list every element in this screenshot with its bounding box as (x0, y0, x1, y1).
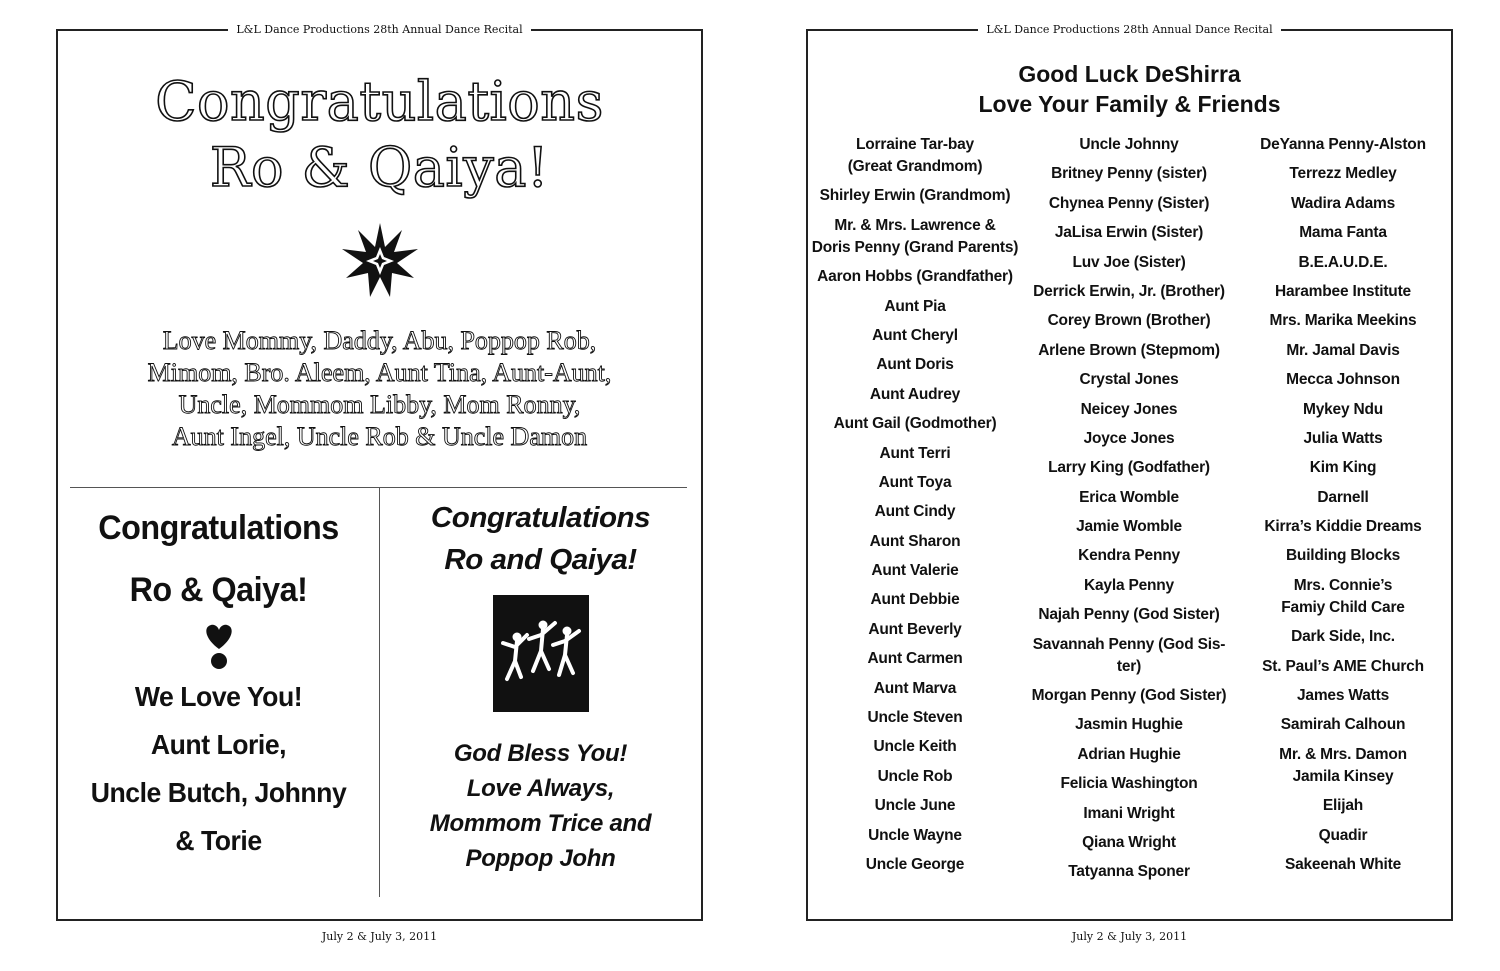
name-entry (1022, 634, 1236, 678)
name-entry (1236, 134, 1450, 156)
name-line: Uncle Wayne (868, 826, 962, 844)
name-entry (808, 560, 1022, 582)
header-text: L&L Dance Productions 28th Annual Dance Recital (978, 23, 1280, 36)
name-entry (808, 384, 1022, 406)
name-entry (1236, 369, 1450, 391)
name-entry (808, 707, 1022, 729)
name-line: Aunt Valerie (871, 562, 959, 580)
name-entry (1022, 832, 1236, 854)
header-text: L&L Dance Productions 28th Annual Dance Recital (228, 23, 530, 36)
dancers-image (493, 595, 589, 712)
name-entry (1022, 575, 1236, 597)
name-entry (1022, 222, 1236, 244)
name-line: Kim King (1309, 459, 1377, 477)
name-entry (808, 825, 1022, 847)
name-entry (1236, 281, 1450, 303)
name-entry (808, 531, 1022, 553)
name-line: ter) (1116, 657, 1142, 675)
name-entry (1236, 457, 1450, 479)
ad-body-line: Mommom Trice and (429, 810, 652, 837)
name-line: Aunt Cheryl (872, 326, 958, 344)
love-line: Love Mommy, Daddy, Abu, Poppop Rob, (162, 326, 597, 355)
name-entry (808, 325, 1022, 347)
name-line: Uncle Keith (873, 738, 957, 756)
love-message (58, 325, 701, 453)
name-entry (1022, 861, 1236, 883)
name-entry (808, 619, 1022, 641)
name-entry (1022, 457, 1236, 479)
ad-title-line: Congratulations (98, 509, 339, 547)
name-entry (1022, 545, 1236, 567)
name-entry (1236, 340, 1450, 362)
name-line: Aunt Sharon (869, 532, 961, 550)
name-entry (808, 472, 1022, 494)
name-line: JaLisa Erwin (Sister) (1054, 224, 1204, 242)
name-line: Uncle Steven (867, 709, 963, 727)
name-entry (1022, 803, 1236, 825)
name-entry (808, 296, 1022, 318)
name-entry (1236, 656, 1450, 678)
ad-title-line: Congratulations (430, 502, 651, 534)
name-line: Mecca Johnson (1286, 371, 1400, 389)
name-line: Luv Joe (Sister) (1072, 253, 1186, 271)
name-entry (1022, 193, 1236, 215)
name-line: Aaron Hobbs (Grandfather) (817, 268, 1013, 286)
name-entry (1022, 340, 1236, 362)
name-entry (1236, 685, 1450, 707)
lower-right-ad (380, 497, 701, 876)
name-entry (808, 215, 1022, 259)
name-line: Adrian Hughie (1077, 745, 1181, 763)
name-line: Elijah (1322, 797, 1364, 815)
name-entry (1236, 854, 1450, 876)
name-entry (1022, 163, 1236, 185)
ad-body-line: God Bless You! (453, 740, 628, 767)
ad-body-line: Love Always, (466, 775, 615, 802)
name-line: Jasmin Hughie (1075, 716, 1183, 734)
name-line: Uncle June (874, 797, 956, 815)
name-line: Lorraine Tar-bay (856, 136, 974, 153)
name-line: Darnell (1317, 488, 1369, 506)
name-entry (1236, 487, 1450, 509)
star-ornament-icon (340, 221, 420, 301)
name-entry (808, 501, 1022, 523)
name-entry (808, 413, 1022, 435)
name-entry (1236, 545, 1450, 567)
name-entry (808, 648, 1022, 670)
name-line: Aunt Doris (876, 356, 954, 374)
name-entry (1022, 487, 1236, 509)
name-line: Dark Side, Inc. (1291, 628, 1395, 646)
name-line: (Great Grandmom) (847, 158, 983, 175)
name-entry (1022, 134, 1236, 156)
name-line: Wadira Adams (1290, 194, 1396, 212)
name-line: Aunt Debbie (870, 591, 960, 609)
name-entry (1022, 399, 1236, 421)
page-header (808, 22, 1451, 38)
left-page (56, 23, 703, 943)
name-line: Najah Penny (God Sister) (1038, 606, 1220, 624)
name-line: Kirra’s Kiddie Dreams (1264, 518, 1422, 536)
ad-title-line: Ro & Qaiya! (129, 571, 308, 609)
name-line: Mama Fanta (1299, 224, 1387, 242)
name-line: Aunt Gail (Godmother) (833, 415, 997, 433)
name-line: Famiy Child Care (1281, 598, 1405, 616)
name-entry (808, 443, 1022, 465)
names-column-1 (808, 134, 1022, 883)
name-line: Felicia Washington (1060, 775, 1198, 793)
name-entry (808, 766, 1022, 788)
name-line: Mr. & Mrs. Damon (1279, 745, 1407, 763)
name-entry (1022, 428, 1236, 450)
ad-body-line: Poppop John (465, 845, 616, 872)
name-line: Aunt Toya (878, 473, 952, 491)
name-line: Britney Penny (sister) (1051, 165, 1207, 183)
title-line: Ro & Qaiya! (209, 136, 550, 199)
name-line: Derrick Erwin, Jr. (Brother) (1033, 282, 1225, 300)
right-page (806, 23, 1453, 943)
name-entry (808, 736, 1022, 758)
name-line: Mrs. Connie’s (1293, 576, 1393, 594)
name-line: Erica Womble (1079, 488, 1179, 506)
name-entry (1022, 281, 1236, 303)
name-entry (808, 589, 1022, 611)
name-entry (1022, 714, 1236, 736)
name-entry (1236, 252, 1450, 274)
name-entry (808, 854, 1022, 876)
name-entry (1236, 825, 1450, 847)
name-entry (808, 185, 1022, 207)
name-line: Shirley Erwin (Grandmom) (819, 187, 1011, 205)
name-line: St. Paul’s AME Church (1262, 657, 1424, 675)
name-entry (1022, 310, 1236, 332)
name-line: Tatyanna Sponer (1068, 863, 1190, 881)
ad-body-line: Aunt Lorie, (150, 729, 287, 760)
name-line: Neicey Jones (1080, 400, 1178, 418)
name-line: Doris Penny (Grand Parents) (811, 238, 1019, 256)
name-line: Building Blocks (1285, 547, 1401, 565)
name-line: Aunt Audrey (869, 385, 961, 403)
ad-body-line: & Torie (175, 825, 262, 856)
name-entry (1236, 222, 1450, 244)
name-entry (1236, 399, 1450, 421)
name-entry (1236, 744, 1450, 788)
name-line: Corey Brown (Brother) (1047, 312, 1211, 330)
name-line: Arlene Brown (Stepmom) (1038, 341, 1220, 359)
name-entry (808, 795, 1022, 817)
name-entry (1236, 714, 1450, 736)
love-line: Mimom, Bro. Aleem, Aunt Tina, Aunt-Aunt, (147, 358, 612, 387)
name-line: Mrs. Marika Meekins (1269, 312, 1417, 330)
name-entry (1022, 604, 1236, 626)
name-line: Jamie Womble (1076, 518, 1182, 536)
names-column-3 (1236, 134, 1450, 883)
name-entry (1236, 310, 1450, 332)
name-entry (808, 266, 1022, 288)
heart-ornament-icon (199, 623, 239, 671)
name-entry (1022, 685, 1236, 707)
name-entry (1236, 428, 1450, 450)
name-line: Jamila Kinsey (1292, 767, 1394, 785)
name-entry (1022, 744, 1236, 766)
name-entry (1236, 575, 1450, 619)
name-entry (1236, 516, 1450, 538)
name-entry (1236, 626, 1450, 648)
name-line: Kayla Penny (1084, 576, 1174, 594)
page-footer: July 2 & July 3, 2011 (321, 930, 438, 943)
title-line: Love Your Family & Friends (978, 91, 1281, 117)
name-entry (1022, 516, 1236, 538)
names-column-2 (1022, 134, 1236, 891)
name-line: Aunt Pia (884, 297, 946, 315)
name-line: Uncle George (865, 855, 965, 873)
name-line: Mr. & Mrs. Lawrence & (834, 216, 996, 234)
good-luck-title (808, 59, 1451, 119)
name-entry (808, 134, 1022, 178)
name-line: Aunt Beverly (868, 620, 962, 638)
name-line: B.E.A.U.D.E. (1298, 253, 1388, 271)
name-entry (1022, 369, 1236, 391)
name-line: Joyce Jones (1083, 429, 1175, 447)
ad-title-line: Ro and Qaiya! (444, 544, 637, 576)
title-line: Good Luck DeShirra (1018, 61, 1241, 87)
name-line: Larry King (Godfather) (1048, 459, 1210, 477)
name-line: Uncle Johnny (1079, 136, 1179, 153)
name-line: Harambee Institute (1275, 282, 1411, 300)
ad-body-line: Uncle Butch, Johnny (90, 777, 347, 808)
name-line: Savannah Penny (God Sis- (1032, 635, 1226, 653)
love-line: Aunt Ingel, Uncle Rob & Uncle Damon (171, 422, 588, 451)
name-entry (1236, 193, 1450, 215)
name-line: Mr. Jamal Davis (1286, 341, 1400, 359)
name-line: Mykey Ndu (1302, 400, 1384, 418)
name-entry (808, 678, 1022, 700)
name-line: Chynea Penny (Sister) (1048, 194, 1210, 212)
name-line: Uncle Rob (877, 767, 953, 785)
name-line: Terrezz Medley (1289, 165, 1397, 183)
name-line: DeYanna Penny-Alston (1260, 136, 1426, 153)
name-entry (1022, 773, 1236, 795)
name-line: Julia Watts (1303, 429, 1383, 447)
name-entry (1236, 163, 1450, 185)
name-line: Morgan Penny (God Sister) (1031, 687, 1227, 705)
page-header (58, 22, 701, 38)
title-line: Congratulations (155, 70, 604, 133)
name-line: Quadir (1318, 826, 1368, 844)
love-line: Uncle, Mommom Libby, Mom Ronny, (178, 390, 581, 419)
name-entry (1236, 795, 1450, 817)
ad-body-line: We Love You! (134, 681, 303, 712)
name-line: Aunt Terri (879, 444, 951, 462)
lower-left-ad (58, 497, 379, 865)
name-line: James Watts (1297, 687, 1389, 705)
name-entry (808, 354, 1022, 376)
name-line: Aunt Cindy (874, 503, 956, 521)
name-line: Aunt Carmen (867, 650, 963, 668)
name-line: Sakeenah White (1284, 855, 1402, 873)
name-line: Qiana Wright (1082, 833, 1176, 851)
name-line: Imani Wright (1083, 804, 1175, 822)
congratulations-title (58, 69, 701, 201)
name-line: Crystal Jones (1079, 371, 1179, 389)
name-line: Samirah Calhoun (1280, 716, 1406, 734)
name-entry (1022, 252, 1236, 274)
name-line: Kendra Penny (1078, 547, 1180, 565)
page-footer: July 2 & July 3, 2011 (1071, 930, 1188, 943)
name-line: Aunt Marva (873, 679, 957, 697)
